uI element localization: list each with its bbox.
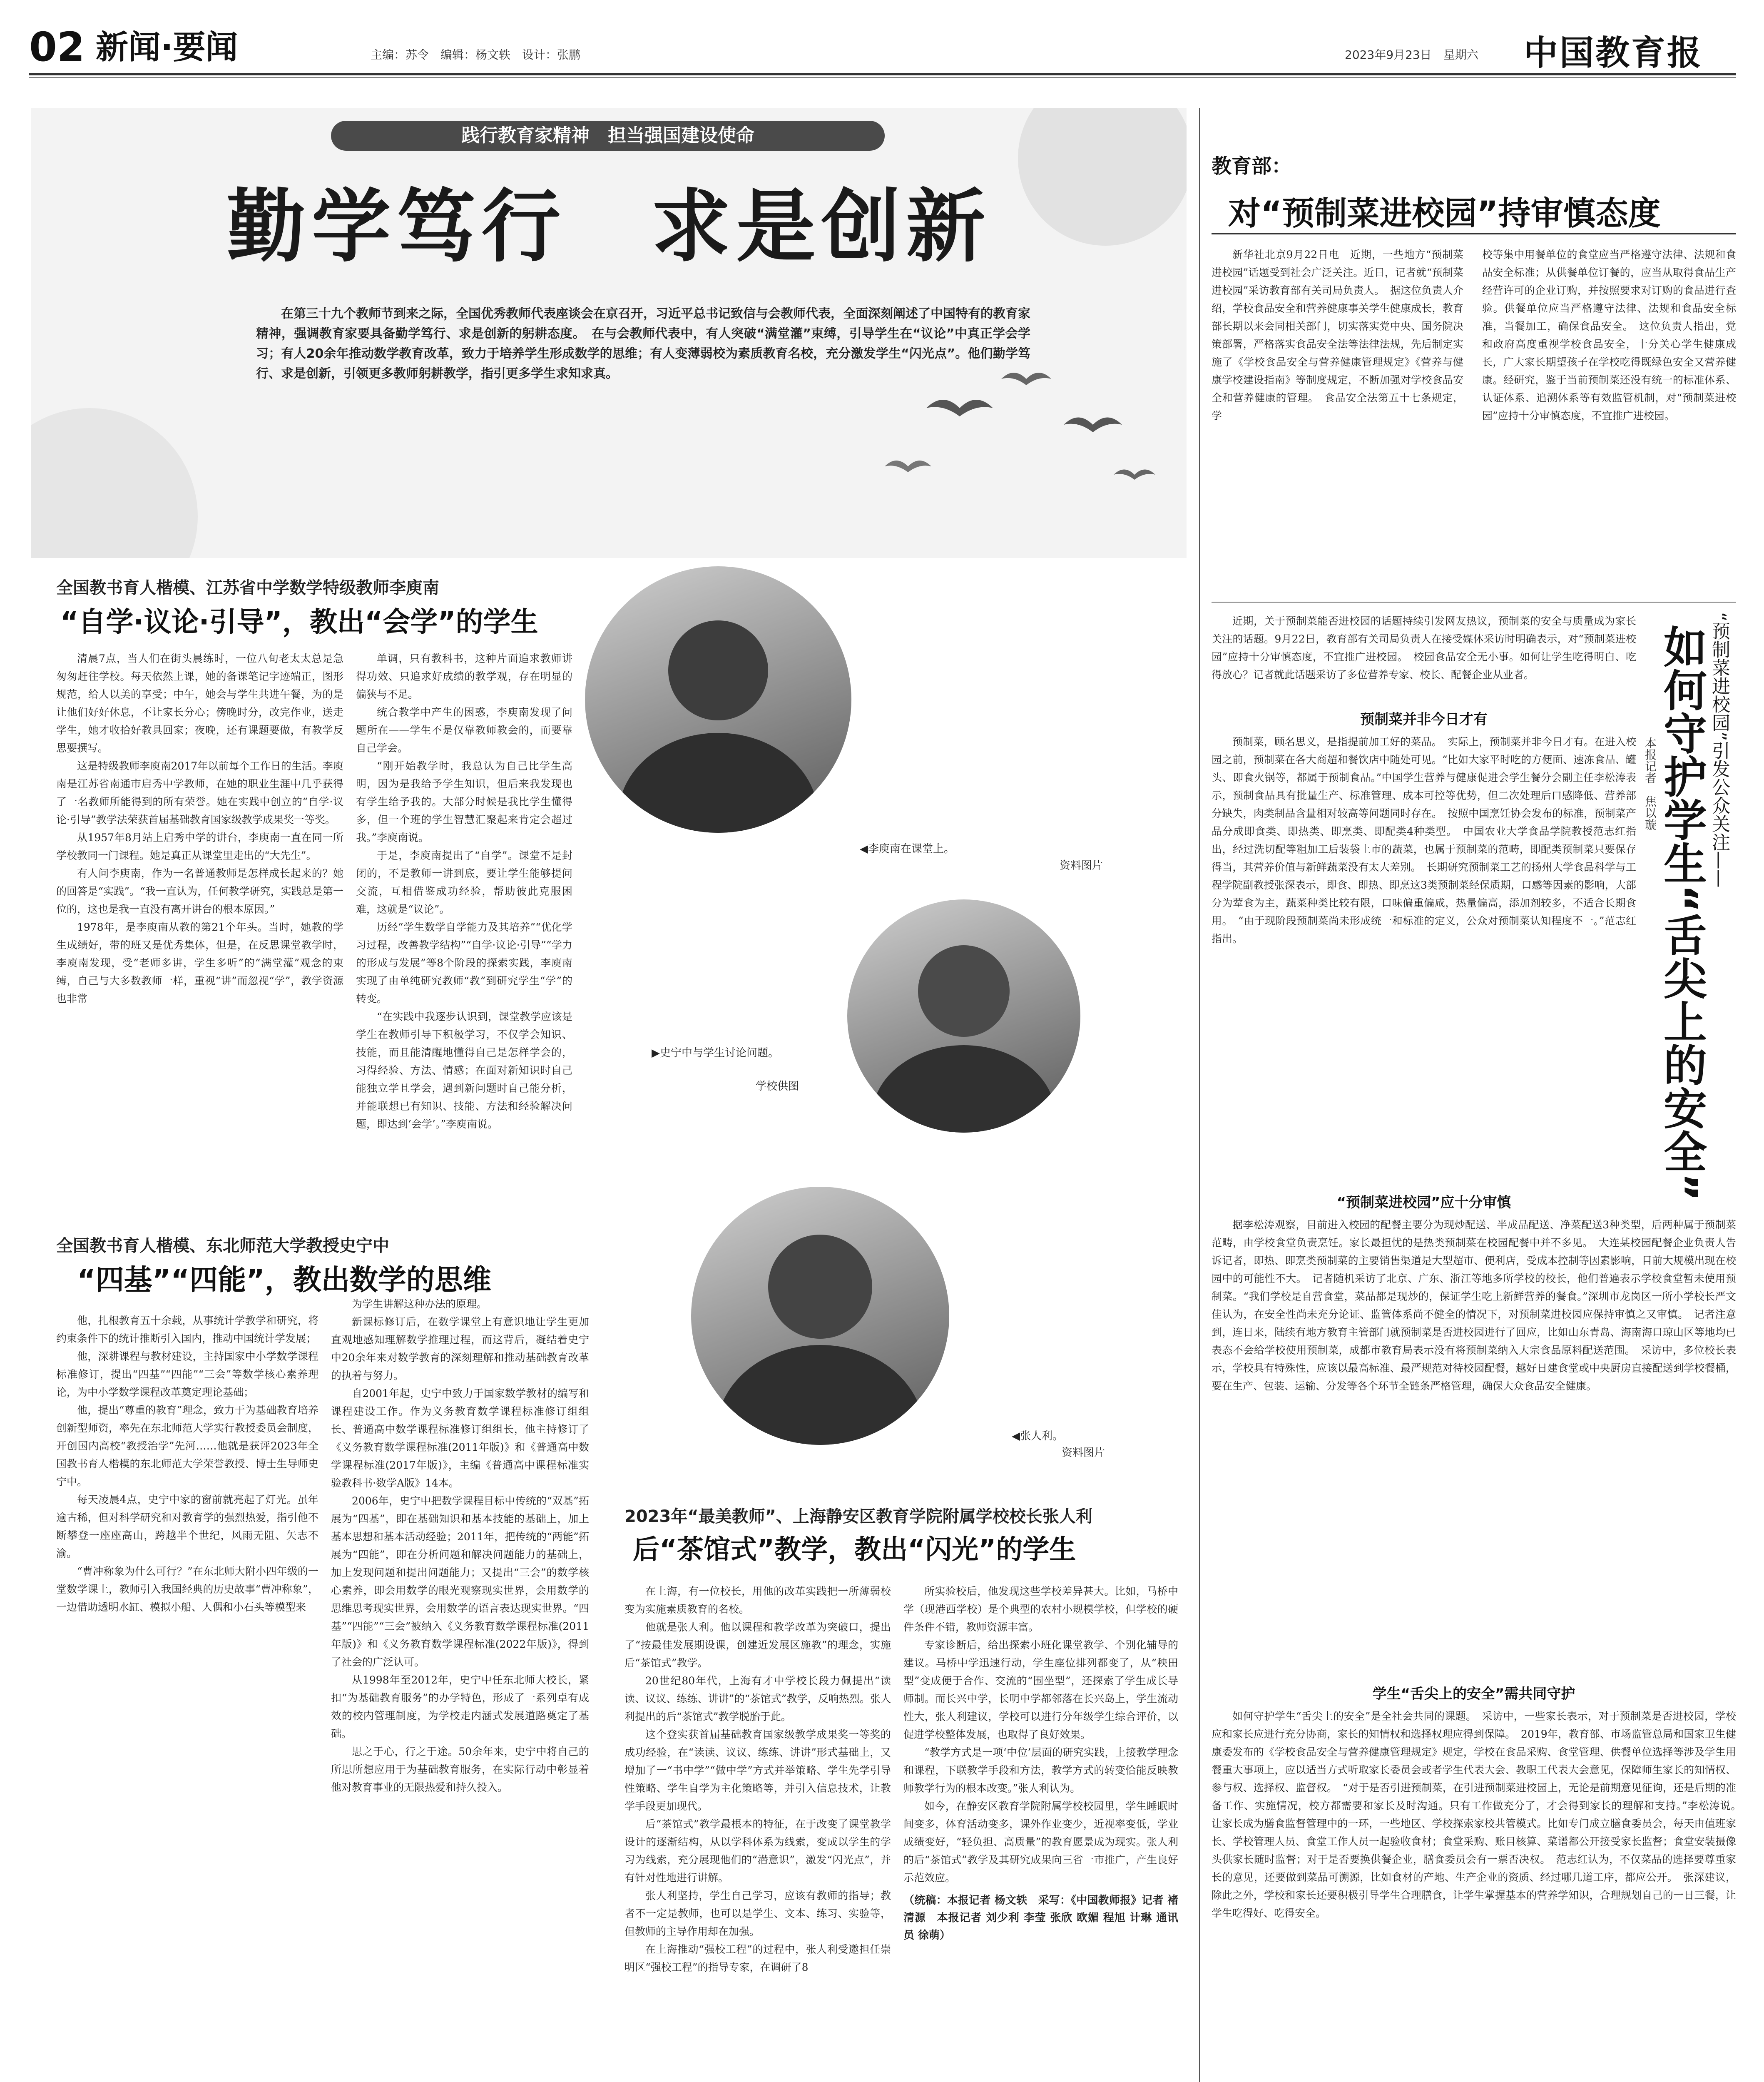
feature-body-1: 预制菜，顾名思义，是指提前加工好的菜品。 实际上，预制菜并非今日才有。在进入校园之前，预制菜在各大商超和餐饮店中随处可见。“比如大家平时吃的方便面、速冻食品、罐头、即食火锅等，都属于预制食品。”中国学生营养与健康促进会学生餐分会副主任李松涛表示，预制食品具有批量生产、标准管理、成本可控等优势，但二次处理后口感降低、营养部分缺失，肉类制品含量相对较高等问题同时存在。 按照中国烹饪协会发布的标准，预制菜产品分成即食类、即热类、即烹类、即配类4种类型。 中国农业大学食品学院教授范志红指出，经过洗切配等粗加工后装袋上市的蔬菜，也属于预制菜的范畴，即配类预制菜只要保存得当，其营养价值与新鲜蔬菜没有太大差别。 长期研究预制菜工艺的扬州大学食品科学与工程学院副教授张深表示，即食、即热、即烹这3类预制菜经保质期，口感等因素的影响，大部分为荤食为主，蔬菜种类比较有限，口味偏重偏咸，热量偏高，添加剂较多，不适合长期食用。 “由于现阶段预制菜尚未形成统一和标准的定义，公众对预制菜认知程度不一。”范志红指出。 bbox=[1212, 736, 1636, 945]
story1-column-2 bbox=[356, 650, 572, 1133]
story1 bbox=[31, 566, 1187, 1224]
paragraph: “在实践中我逐步认识到，课堂教学应该是学生在教师引导下积极学习，不仅学会知识、技能，而且能清醒地懂得自己是怎样学会的，习得经验、方法、情感；在面对新知识时自己能独立学且学会，遇到新问题时自己能分析，并能联想已有知识、技能、方法和经验解决问题，即达到‘会学’。”李庾南说。 bbox=[356, 1011, 572, 1130]
paragraph: “刚开始教学时，我总认为自己比学生高明，因为是我给予学生知识，但后来我发现也有学生给予我的。大部分时候是我比学生懂得多，但一个班的学生智慧汇聚起来肯定会超过我。”李庾南说。 bbox=[356, 760, 572, 844]
paragraph: 新课标修订后，在数学课堂上有意识地让学生更加直观地感知理解数学推理过程，而这背后，凝结着史宁中20余年来对数学教育的深刻理解和推动基础教育改革的执着与努力。 bbox=[331, 1316, 589, 1382]
paragraph: 单调，只有教科书，这种片面追求教师讲得功效、只追求好成绩的教学观，存在明显的偏狭与不足。 bbox=[356, 652, 572, 700]
paragraph: “曹冲称象为什么可行？”在东北师大附小四年级的一堂数学课上，教师引入我国经典的历史故事“曹冲称象”，一边借助透明水缸、模拟小船、人偶和小石头等模型来 bbox=[56, 1565, 318, 1613]
paragraph: 他，扎根教育五十余载，从事统计学教学和研究，将约束条件下的统计推断引入国内，推动中国统计学发展； bbox=[56, 1315, 318, 1345]
paragraph: 1978年，是李庾南从教的第21个年头。当时，她教的学生成绩好，带的班又是优秀集体，但是，在反思课堂教学时，李庾南发现，受“老师多讲，学生多听”的“满堂灌”观念的束缚，自己与大多数教师一样，重视“讲”而忽视“学”，教学资源也非常 bbox=[56, 921, 343, 1005]
paragraph: 历经“学生数学自学能力及其培养”“优化学习过程，改善教学结构”“自学·议论·引导”“学力的形成与发展”等8个阶段的探索实践，李庾南实现了由单纯研究教师“教”到研究学生“学”的转变。 bbox=[356, 921, 572, 1005]
feature-reporter-vertical: 本报记者 焦以璇 bbox=[1643, 737, 1657, 830]
bird-icon bbox=[885, 461, 931, 472]
feature-kicker-vertical: “预制菜进校园”引发公众关注—— bbox=[1709, 612, 1730, 888]
paragraph: 这个登实获首届基础教育国家级教学成果奖一等奖的成功经验，在“读读、议议、练练、讲讲”形式基础上，又增加了一“书中学”“做中学”方式并举策略、学生先学引导性策略、学生自学为主化策略等，并引入信息技术，让教学手段更加现代。 bbox=[624, 1728, 891, 1812]
story3-column-2 bbox=[903, 1582, 1178, 1944]
issue-date: 2023年9月23日 星期六 bbox=[1345, 48, 1478, 62]
paragraph: 于是，李庾南提出了“自学”。课堂不是封闭的，不是教师一讲到底，要让学生能够提问交流，互相借鉴成功经验，帮助彼此克服困难，这就是“议论”。 bbox=[356, 849, 572, 915]
right-column bbox=[1212, 108, 1747, 2082]
paragraph: 思之于心，行之于途。50余年来，史宁中将自己的所思所想应用于为基础教育服务，在实际行动中彰显着他对教育事业的无限热爱和持久投入。 bbox=[331, 1746, 589, 1793]
portrait-silhouette bbox=[585, 566, 851, 833]
column-divider bbox=[1199, 108, 1200, 2082]
story2-kicker: 全国教书育人楷模、东北师范大学教授史宁中 bbox=[56, 1236, 389, 1255]
page-header bbox=[29, 24, 1736, 73]
moe-lead-column-2: 校等集中用餐单位的食堂应当严格遵守法律、法规和食品安全标准；从供餐单位订餐的，应当从取得食品生产经营许可的企业订购，并按照要求对订购的食品进行查验。供餐单位应当严格遵守法律、法规和食品安全标准，当餐加工，确保食品安全。 这位负责人指出，党和政府高度重视学校食品安全，十分关心学生健康成长，广大家长期望孩子在学校吃得既绿色安全又营养健康。经研究，鉴于当前预制菜还没有统一的标准体系、认证体系、追溯体系等有效监管机制，对“预制菜进校园”应持十分审慎态度，不宜推广进校园。 bbox=[1482, 249, 1736, 422]
story2-column-1 bbox=[56, 1312, 318, 1616]
story2 bbox=[31, 1233, 606, 2082]
paragraph: 他，深耕课程与教材建设，主持国家中小学数学课程标准修订，提出“四基”“四能”“三会”等数学核心素养理论，为中小学数学课程改革奠定理论基础； bbox=[56, 1350, 318, 1398]
moe-title: 对“预制菜进校园”持审慎态度 bbox=[1228, 195, 1661, 232]
photo2-credit: 学校供图 bbox=[756, 1080, 799, 1093]
feature-headline: 勤学笃行 求是创新 bbox=[226, 181, 991, 273]
photo1-credit: 资料图片 bbox=[1060, 859, 1103, 872]
subhead-1: 预制菜并非今日才有 bbox=[1360, 711, 1488, 728]
moe-title-rule bbox=[1212, 233, 1736, 234]
story2-title: “四基”“四能”，教出数学的思维 bbox=[77, 1264, 491, 1297]
paragraph: 后“茶馆式”教学最根本的特征，在于改变了课堂教学设计的逐渐结构，从以学科体系为线索，变成以学生的学习为线索，充分展现他们的“潜意识”，激发“闪光点”，并有针对性地进行讲解。 bbox=[624, 1818, 891, 1884]
story-byline: （统稿：本报记者 杨文轶 采写：《中国教师报》记者 褚清源 本报记者 刘少利 李莹 张欣 欧媚 程旭 计琳 通讯员 徐萌） bbox=[903, 1894, 1178, 1942]
portrait-silhouette bbox=[847, 899, 1080, 1133]
story1-kicker: 全国教书育人楷模、江苏省中学数学特级教师李庾南 bbox=[56, 578, 439, 598]
zhang-renli-photo bbox=[691, 1187, 949, 1445]
story2-column-2 bbox=[331, 1295, 589, 1796]
shi-ningzhong-photo bbox=[847, 899, 1080, 1133]
section-rule bbox=[1212, 602, 1736, 603]
story3-column-1 bbox=[624, 1582, 891, 1976]
paragraph: 为学生讲解这种办法的原理。 bbox=[352, 1298, 488, 1310]
paragraph: 他，提出“尊重的教育”理念，致力于为基础教育培养创新型师资，率先在东北师范大学实行教授委员会制度，开创国内高校“教授治学”先河……他就是获评2023年全国教书育人楷模的东北师范大学荣誉教授、博士生导师史宁中。 bbox=[56, 1404, 318, 1488]
staff-credits: 主编：苏令 编辑：杨文轶 设计：张鹏 bbox=[371, 48, 581, 62]
portrait-silhouette bbox=[691, 1187, 949, 1445]
paragraph: 张人利坚持，学生自己学习，应该有教师的指导；教者不一定是教师，也可以是学生、文本、练习、实验等，但教师的主导作用却在加强。 bbox=[624, 1890, 891, 1938]
paragraph: 统合教学中产生的困惑，李庾南发现了问题所在——学生不是仅靠教师教会的，而要靠自己学会。 bbox=[356, 706, 572, 754]
story3 bbox=[616, 1503, 1187, 2082]
paragraph: 他就是张人利。他以课程和教学改革为突破口，提出了“按最佳发展期设课，创建近发展区施教”的理念，实施后“茶馆式”教学。 bbox=[624, 1621, 891, 1669]
paragraph: 所实验校后，他发现这些学校差异甚大。比如，马桥中学（现港西学校）是个典型的农村小规模学校，但学校的硬件条件不错，教师资源丰富。 bbox=[903, 1585, 1178, 1633]
photo3-credit: 资料图片 bbox=[1062, 1447, 1105, 1459]
feature-body-3: 如何守护学生“舌尖上的安全”是全社会共同的课题。 采访中，一些家长表示，对于预制菜是否进校园，学校应和家长应进行充分协商，家长的知情权和选择权理应得到保障。 2019年，教育部、市场监管总局和国家卫生健康委发布的《学校食品安全与营养健康管理规定》规定，学校在食品采购、食堂管理、供餐单位选择等涉及学生用餐重大事项上，应以适当方式听取家长委员会或者学生代表大会、教职工代表大会意见，保障师生家长的知情权、参与权、选择权、监督权。 “对于是否引进预制菜，在引进预制菜进校园上，无论是前期意见征询，还是后期的准备工作、实施情况，校方都需要和家长及时沟通。只有工作做充分了，才会得到家长的理解和支持。”李松涛说。 让家长成为膳食监督管理中的一环，一些地区、学校探索家校共管模式。比如专门成立膳食委员会，每天由值班家长、学校管理人员、食堂工作人员一起验收食材；食堂采购、账目核算、菜谱都公开接受家长监督；食堂安装摄像头供家长随时监督；对于是否要换供餐企业，膳食委员会有一票否决权。 范志红认为，不仅菜品的选择要尊重家长的意见，还要做到菜品可溯源，比如食材的产地、生产企业的资质、经过哪几道工序，都应公开。 张深建议，除此之外，学校和家长还要积极引导学生合理膳食，让学生掌握基本的营养学知识，合理规划自己的一日三餐，让学生吃得好、吃得安全。 bbox=[1212, 1710, 1747, 1919]
feature-intro: 在第三十九个教师节到来之际，全国优秀教师代表座谈会在京召开，习近平总书记致信与会教师代表，全面深刻阐述了中国特有的教育家精神，强调教育家要具备勤学笃行、求是创新的躬耕态度。 在与会教师代表中，有人突破“满堂灌”束缚，引导学生在“议论”中真正学会学习；有人20余年推动数学教育改革，致力于培养学生形成数学的思维；有人变薄弱校为素质教育名校，充分激发学生“闪光点”。他们勤学笃行、求是创新，引领更多教师躬耕教学，指引更多学生求知求真。 bbox=[256, 306, 1030, 381]
moe-kicker: 教育部： bbox=[1212, 154, 1292, 178]
paragraph: 如今，在静安区教育学院附属学校校园里，学生睡眠时间变多，体育活动变多，课外作业变少，近视率变低，学业成绩变好，“轻负担、高质量”的教育愿景成为现实。张人利的后“茶馆式”教学及其研究成果向三省一市推广，产生良好示范效应。 bbox=[903, 1800, 1178, 1884]
section-name: 新闻·要闻 bbox=[96, 29, 238, 66]
photo1-caption: ◀李庾南在课堂上。 bbox=[860, 843, 955, 855]
paragraph: 清晨7点，当人们在街头晨练时，一位八旬老太太总是急匆匆赶往学校。每天依然上课，她的备课笔记字迹端正，图形规范，给人以美的享受；中午，她会与学生共进午餐，为的是让他们好好休息，不让家长分心；傍晚时分，改完作业，送走学生，她才收拾好教具回家；夜晚，还有课题要做，有教学反思要撰写。 bbox=[56, 652, 343, 754]
header-rule bbox=[29, 73, 1736, 75]
feature-hero bbox=[31, 108, 1187, 558]
paragraph: 从1998年至2012年，史宁中任东北师大校长，紧扣“为基础教育服务”的办学特色，形成了一系列卓有成效的校内管理制度，为学校走内涵式发展道路奠定了基础。 bbox=[331, 1674, 589, 1740]
story1-column-1 bbox=[56, 650, 343, 1008]
li-yunan-photo bbox=[585, 566, 851, 833]
paragraph: 有人问李庾南，作为一名普通教师是怎样成长起来的？她的回答是“实践”。“我一直认为，任何教学研究，实践总是第一位的，这也是我一直没有离开讲台的根本原因。” bbox=[56, 867, 343, 915]
feature-intro-text: 近期，关于预制菜能否进校园的话题持续引发网友热议，预制菜的安全与质量成为家长关注的话题。9月22日，教育部有关司局负责人在接受媒体采访时明确表示，对“预制菜进校园”应持十分审慎态度，不宜推广进校园。 校园食品安全无小事。如何让学生吃得明白、吃得放心？记者就此话题采访了多位营养专家、校长、配餐企业从业者。 bbox=[1212, 615, 1636, 681]
header-rule-thin bbox=[29, 77, 1736, 78]
bird-icon bbox=[1064, 418, 1122, 433]
moe-lead-column-1: 新华社北京9月22日电 近期，一些地方“预制菜进校园”话题受到社会广泛关注。近日，记者就“预制菜进校园”采访教育部有关司局负责人。 据这位负责人介绍，学校食品安全和营养健康事关学生健康成长，教育部长期以来会同相关部门，切实落实党中央、国务院决策部署，严格落实食品安全法等法律法规，先后制定实施了《学校食品安全与营养健康管理规定》《营养与健康学校建设指南》等制度规定，不断加强对学校食品安全和营养健康的管理。 食品安全法第五十七条规定，学 bbox=[1212, 249, 1463, 422]
paragraph: “教学方式是一项‘中位’层面的研究实践，上接教学理念和课程，下联教学手段和方法，教学方式的转变恰能反映教师教学行为的根本改变。”张人利认为。 bbox=[903, 1746, 1178, 1794]
paragraph: 从1957年8月站上启秀中学的讲台，李庾南一直在同一所学校教同一门课程。她是真正从课堂里走出的“大先生”。 bbox=[56, 832, 343, 862]
subhead-3: 学生“舌尖上的安全”需共同守护 bbox=[1372, 1686, 1575, 1702]
paragraph: 每天凌晨4点，史宁中家的窗前就亮起了灯光。虽年逾古稀，但对科学研究和对教育学的强烈热爱，指引他不断攀登一座座高山，跨越半个世纪，风雨无阻、矢志不渝。 bbox=[56, 1494, 318, 1559]
photo2-caption: ▶史宁中与学生讨论问题。 bbox=[652, 1047, 779, 1059]
masthead: 中国教育报 bbox=[1524, 33, 1703, 73]
paragraph: 在上海，有一位校长，用他的改革实践把一所薄弱校变为实施素质教育的名校。 bbox=[624, 1585, 891, 1615]
paragraph: 在上海推动“强校工程”的过程中，张人利受邀担任崇明区“强校工程”的指导专家，在调研了8 bbox=[624, 1943, 891, 1973]
page-number: 02 bbox=[29, 24, 85, 70]
story1-title: “自学·议论·引导”，教出“会学”的学生 bbox=[60, 606, 538, 638]
hero-decor-circle bbox=[31, 408, 198, 558]
paragraph: 自2001年起，史宁中致力于国家数学教材的编写和课程建设工作。作为义务教育数学课程标准修订组组长、普通高中数学课程标准修订组组长，他主持修订了《义务教育数学课程标准(2011年版)》和《普通高中数学课程标准(2017年版)》，主编《普通高中课程标准实验教科书·数学A版》14本。 bbox=[331, 1387, 589, 1489]
bird-icon bbox=[926, 400, 993, 416]
story3-kicker: 2023年“最美教师”、上海静安区教育学院附属学校校长张人利 bbox=[624, 1507, 1092, 1526]
paragraph: 这是特级教师李庾南2017年以前每个工作日的生活。李庾南是江苏省南通市启秀中学教师，在她的职业生涯中几乎获得了一名教师所能得到的所有荣誉。她在实践中创立的“自学·议论·引导”教学法荣获首届基础教育国家级教学成果奖一等奖。 bbox=[56, 760, 343, 826]
bird-icon bbox=[1114, 470, 1155, 480]
paragraph: 2006年，史宁中把数学课程目标中传统的“双基”拓展为“四基”，即在基础知识和基本技能的基础上，加上基本思想和基本活动经验；2011年，把传统的“两能”拓展为“四能”，即在分析问题和解决问题能力的基础上，加上发现问题和提出问题能力；又提出“三会”的数学核心素养，即会用数学的眼光观察现实世界，会用数学的思维思考现实世界，会用数学的语言表达现实世界。“四基”“四能”“三会”被纳入《义务教育数学课程标准(2011年版)》和《义务教育数学课程标准(2022年版)》，得到了社会的广泛认可。 bbox=[331, 1495, 589, 1668]
feature-title-vertical: 如何守护学生“舌尖上的安全” bbox=[1656, 625, 1707, 1201]
subhead-2: “预制菜进校园”应十分审慎 bbox=[1336, 1194, 1511, 1211]
feature-body-2: 据李松涛观察，目前进入校园的配餐主要分为现炒配送、半成品配送、净菜配送3种类型，后两种属于预制菜范畴，由学校食堂负责烹饪。家长最担忧的是热类预制菜在校园配餐中并不多见。 大连某校园配餐企业负责人告诉记者，即热、即烹类预制菜的主要销售渠道是大型超市、便利店，受成本控制等因素影响，目前大规模出现在校园中的可能性不大。 记者随机采访了北京、广东、浙江等地多所学校的校长，他们普遍表示学校食堂暂未使用预制菜。“我们学校是自营食堂，菜品都是现炒的，保证学生吃上新鲜营养的餐食。”深圳市龙岗区一所小学校长严文佳认为，在安全性尚未充分论证、监管体系尚不健全的情况下，对预制菜进校园应保持审慎之又审慎。 记者注意到，连日来，陆续有地方教育主管部门就预制菜是否进校园进行了回应，比如山东青岛、海南海口琼山区等地均已表态不会给学校使用预制菜，成都市教育局表示没有将预制菜纳入大宗食品原料配送范围。 采访中，多位校长表示，学校具有特殊性，应该以最高标准、最严规范对待校园配餐，越好日建食堂或中央厨房直接配送到学校餐桶，要在生产、包装、运输、分发等各个环节全链条严格管理，确保大众食品安全健康。 bbox=[1212, 1219, 1736, 1392]
story3-title: 后“茶馆式”教学，教出“闪光”的学生 bbox=[633, 1534, 1076, 1565]
photo3-caption: ◀张人利。 bbox=[1012, 1430, 1063, 1442]
paragraph: 专家诊断后，给出探索小班化课堂教学、个别化辅导的建议。马桥中学迅速行动，学生座位排列都变了，从“秧田型”变成便于合作、交流的“围坐型”，还探索了学生成长导师制。而长兴中学，长明中学都邻落在长兴岛上，学生流动性大，张人利建议，学校可以进行分年级学生综合评价，以促进学校整体发展，也取得了良好效果。 bbox=[903, 1639, 1178, 1741]
paragraph: 20世纪80年代，上海有才中学校长段力佩提出“读读、议议、练练、讲讲”的“茶馆式”教学，反响热烈。张人利提出的后“茶馆式”教学脱胎于此。 bbox=[624, 1675, 891, 1723]
feature-banner-text: 践行教育家精神 担当强国建设使命 bbox=[461, 125, 754, 146]
